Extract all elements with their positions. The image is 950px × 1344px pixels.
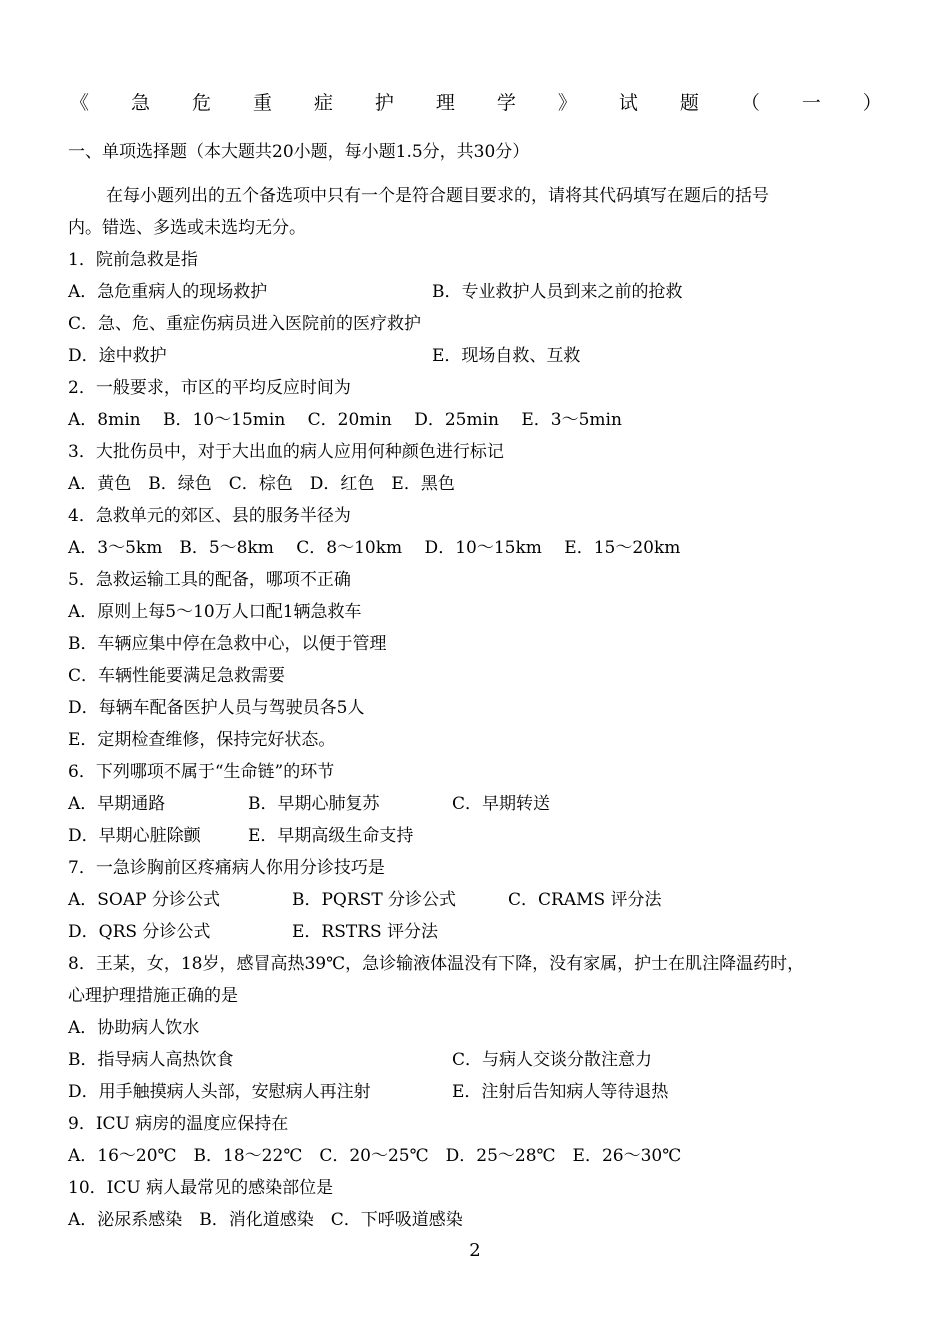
question-7-option-e: E．RSTRS 评分法 xyxy=(292,922,439,942)
title-char: （ xyxy=(740,92,760,114)
question-2-options: A．8min B．10～15min C．20min D．25min E．3～5min xyxy=(68,410,622,430)
title-char: 试 xyxy=(618,92,638,114)
question-1-stem: 1．院前急救是指 xyxy=(68,250,198,270)
exam-title xyxy=(70,88,882,115)
question-8-option-c: C．与病人交谈分散注意力 xyxy=(452,1050,653,1070)
question-9-stem: 9．ICU 病房的温度应保持在 xyxy=(68,1114,289,1134)
question-5-option-e: E．定期检查维修，保持完好状态。 xyxy=(68,730,336,750)
question-1-option-e: E．现场自救、互救 xyxy=(432,346,581,366)
question-5-option-a: A．原则上每5～10万人口配1辆急救车 xyxy=(68,602,362,622)
question-8-option-e: E．注射后告知病人等待退热 xyxy=(452,1082,669,1102)
question-3-stem: 3．大批伤员中，对于大出血的病人应用何种颜色进行标记 xyxy=(68,442,504,462)
title-char: 重 xyxy=(252,92,272,114)
question-8-stem-line-1: 8．王某，女，18岁，感冒高热39℃，急诊输液体温没有下降，没有家属，护士在肌注降温药时， xyxy=(68,954,805,974)
title-char: 理 xyxy=(435,92,455,114)
title-char: 急 xyxy=(130,92,150,114)
title-char: 》 xyxy=(557,92,577,114)
question-4-options: A．3～5km B．5～8km C．8～10km D．10～15km E．15～20km xyxy=(68,538,681,558)
question-7-option-b: B．PQRST 分诊公式 xyxy=(292,890,457,910)
question-6-option-c: C．早期转送 xyxy=(452,794,551,814)
title-char: 危 xyxy=(191,92,211,114)
question-6-option-b: B．早期心肺复苏 xyxy=(248,794,380,814)
question-1-option-c: C．急、危、重症伤病员进入医院前的医疗救护 xyxy=(68,314,422,334)
question-6-option-d: D．早期心脏除颤 xyxy=(68,826,201,846)
question-6-stem: 6．下列哪项不属于“生命链”的环节 xyxy=(68,762,335,782)
question-10-options: A．泌尿系感染 B．消化道感染 C．下呼吸道感染 xyxy=(68,1210,463,1230)
question-7-option-d: D．QRS 分诊公式 xyxy=(68,922,211,942)
question-7-option-c: C．CRAMS 评分法 xyxy=(508,890,662,910)
instructions-line-1: 在每小题列出的五个备选项中只有一个是符合题目要求的，请将其代码填写在题后的括号 xyxy=(106,186,769,206)
title-char: 学 xyxy=(496,92,516,114)
question-2-stem: 2．一般要求，市区的平均反应时间为 xyxy=(68,378,351,398)
title-char: 症 xyxy=(313,92,333,114)
question-7-stem: 7．一急诊胸前区疼痛病人你用分诊技巧是 xyxy=(68,858,385,878)
question-5-option-b: B．车辆应集中停在急救中心，以便于管理 xyxy=(68,634,387,654)
question-8-option-b: B．指导病人高热饮食 xyxy=(68,1050,234,1070)
question-5-stem: 5．急救运输工具的配备，哪项不正确 xyxy=(68,570,351,590)
question-1-option-b: B．专业救护人员到来之前的抢救 xyxy=(432,282,683,302)
question-5-option-c: C．车辆性能要满足急救需要 xyxy=(68,666,286,686)
page-number: 2 xyxy=(469,1240,481,1261)
question-1-option-a: A．急危重病人的现场救护 xyxy=(68,282,268,302)
question-8-stem-line-2: 心理护理措施正确的是 xyxy=(68,986,238,1006)
question-6-option-e: E．早期高级生命支持 xyxy=(248,826,414,846)
question-8-option-d: D．用手触摸病人头部，安慰病人再注射 xyxy=(68,1082,371,1102)
title-char: 一 xyxy=(801,92,821,114)
question-10-stem: 10．ICU 病人最常见的感染部位是 xyxy=(68,1178,334,1198)
title-char: 护 xyxy=(374,92,394,114)
question-4-stem: 4．急救单元的郊区、县的服务半径为 xyxy=(68,506,351,526)
question-9-options: A．16～20℃ B．18～22℃ C．20～25℃ D．25～28℃ E．26～30℃ xyxy=(68,1146,682,1166)
question-5-option-d: D．每辆车配备医护人员与驾驶员各5人 xyxy=(68,698,365,718)
title-char: 题 xyxy=(679,92,699,114)
title-char: ） xyxy=(862,92,882,114)
question-1-option-d: D．途中救护 xyxy=(68,346,167,366)
section-heading: 一、单项选择题（本大题共20小题，每小题1.5分，共30分） xyxy=(68,142,530,162)
question-3-options: A．黄色 B．绿色 C．棕色 D．红色 E．黑色 xyxy=(68,474,455,494)
title-char: 《 xyxy=(70,92,90,114)
question-6-option-a: A．早期通路 xyxy=(68,794,166,814)
instructions-line-2: 内。错选、多选或未选均无分。 xyxy=(68,218,306,238)
question-7-option-a: A．SOAP 分诊公式 xyxy=(68,890,220,910)
question-8-option-a: A．协助病人饮水 xyxy=(68,1018,200,1038)
